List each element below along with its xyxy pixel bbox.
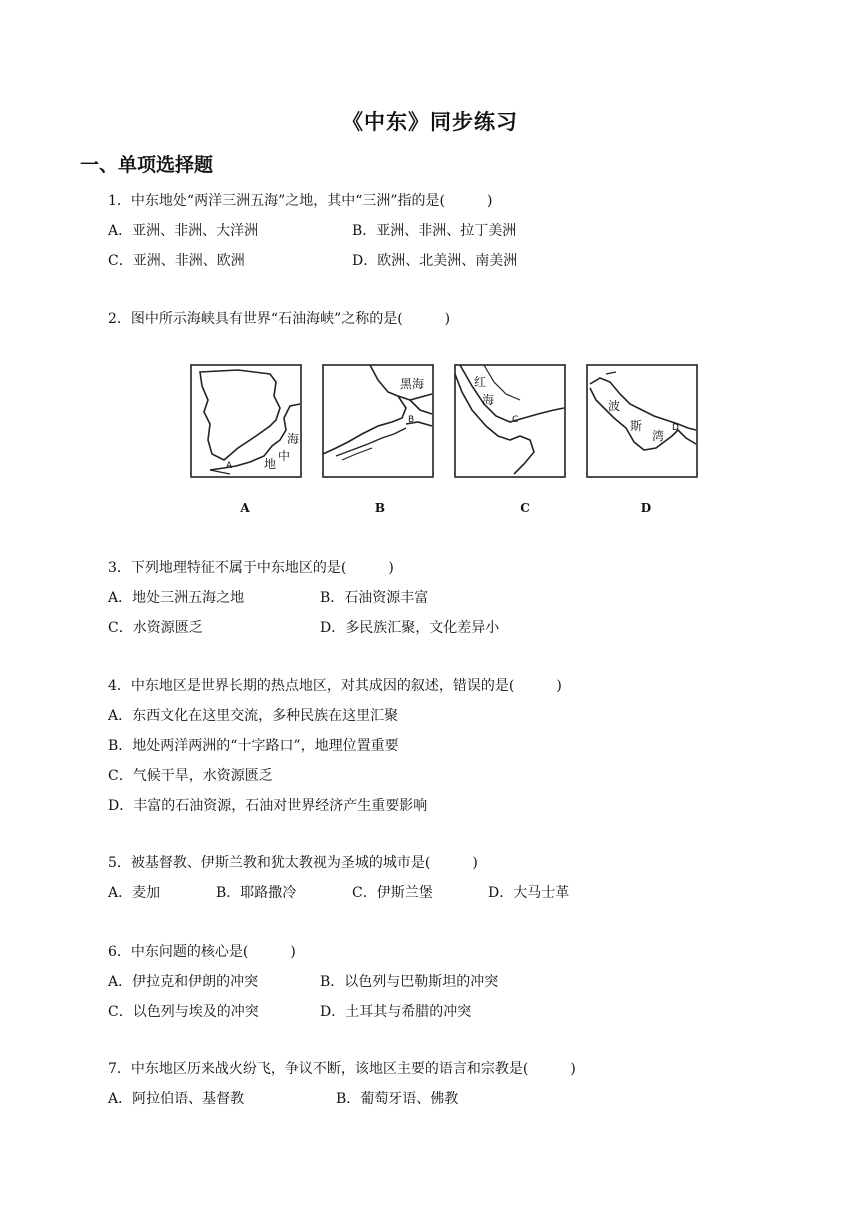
question-3-option-a: A．地处三洲五海之地 [108, 590, 245, 606]
question-1-option-d: D．欧洲、北美洲、南美洲 [352, 253, 518, 269]
question-1-stem: 1．中东地处“两洋三洲五海”之地，其中“三洲”指的是( ) [108, 193, 493, 209]
map-a-label-di: 地 [264, 457, 277, 471]
question-7-stem: 7．中东地区历来战火纷飞，争议不断，该地区主要的语言和宗教是( ) [108, 1061, 576, 1077]
map-d-label-wan: 湾 [652, 429, 665, 443]
map-c-label-hong: 红 [474, 375, 487, 389]
map-a-label-hai: 海 [287, 432, 300, 446]
map-a-label-zhong: 中 [278, 449, 291, 463]
question-7-option-b: B．葡萄牙语、佛教 [336, 1091, 459, 1107]
map-b [322, 364, 434, 478]
question-1-option-a: A．亚洲、非洲、大洋洲 [108, 223, 259, 239]
question-3-option-d: D．多民族汇聚，文化差异小 [320, 620, 500, 636]
question-1-option-b: B．亚洲、非洲、拉丁美洲 [352, 223, 517, 239]
question-5-option-c: C．伊斯兰堡 [352, 885, 433, 901]
question-4-option-b: B．地处两洋两洲的“十字路口”，地理位置重要 [108, 738, 399, 754]
question-4-option-d: D．丰富的石油资源，石油对世界经济产生重要影响 [108, 798, 428, 814]
map-c-letter: C [512, 415, 519, 425]
question-3-stem: 3．下列地理特征不属于中东地区的是( ) [108, 560, 394, 576]
map-b-label-black-sea: 黑海 [400, 377, 425, 391]
question-2-stem: 2．图中所示海峡具有世界“石油海峡”之称的是( ) [108, 311, 451, 327]
map-d-label-si: 斯 [630, 419, 643, 433]
map-c-caption: C [520, 501, 530, 515]
question-4-option-c: C．气候干旱，水资源匮乏 [108, 768, 273, 784]
map-c-label-hai: 海 [482, 393, 495, 407]
section-heading: 一、单项选择题 [80, 154, 214, 176]
map-b-letter: B [408, 415, 415, 425]
question-6-option-c: C．以色列与埃及的冲突 [108, 1004, 259, 1020]
question-6-option-a: A．伊拉克和伊朗的冲突 [108, 974, 259, 990]
map-b-caption: B [374, 501, 386, 515]
question-5-option-a: A．麦加 [108, 885, 161, 901]
map-d-letter: D [672, 423, 679, 433]
question-4-option-a: A．东西文化在这里交流，多种民族在这里汇聚 [108, 708, 399, 724]
question-5-option-b: B．耶路撒冷 [216, 885, 297, 901]
question-5-stem: 5．被基督教、伊斯兰教和犹太教视为圣城的城市是( ) [108, 855, 478, 871]
question-5-option-d: D．大马士革 [488, 885, 570, 901]
map-a-letter: A [226, 461, 233, 471]
question-6-option-b: B．以色列与巴勒斯坦的冲突 [320, 974, 499, 990]
page-title: 《中东》同步练习 [342, 110, 518, 134]
question-3-option-c: C．水资源匮乏 [108, 620, 203, 636]
question-3-option-b: B．石油资源丰富 [320, 590, 429, 606]
question-7-option-a: A．阿拉伯语、基督教 [108, 1091, 245, 1107]
map-d-label-bo: 波 [608, 399, 621, 413]
map-c [454, 364, 566, 478]
map-a [190, 364, 302, 478]
map-d [586, 364, 698, 478]
strait-maps [185, 364, 705, 524]
question-4-stem: 4．中东地区是世界长期的热点地区，对其成因的叙述，错误的是( ) [108, 678, 562, 694]
question-6-stem: 6．中东问题的核心是( ) [108, 944, 296, 960]
map-a-caption: A [240, 501, 250, 515]
map-d-caption: D [640, 501, 652, 515]
question-1-option-c: C．亚洲、非洲、欧洲 [108, 253, 245, 269]
question-6-option-d: D．土耳其与希腊的冲突 [320, 1004, 472, 1020]
